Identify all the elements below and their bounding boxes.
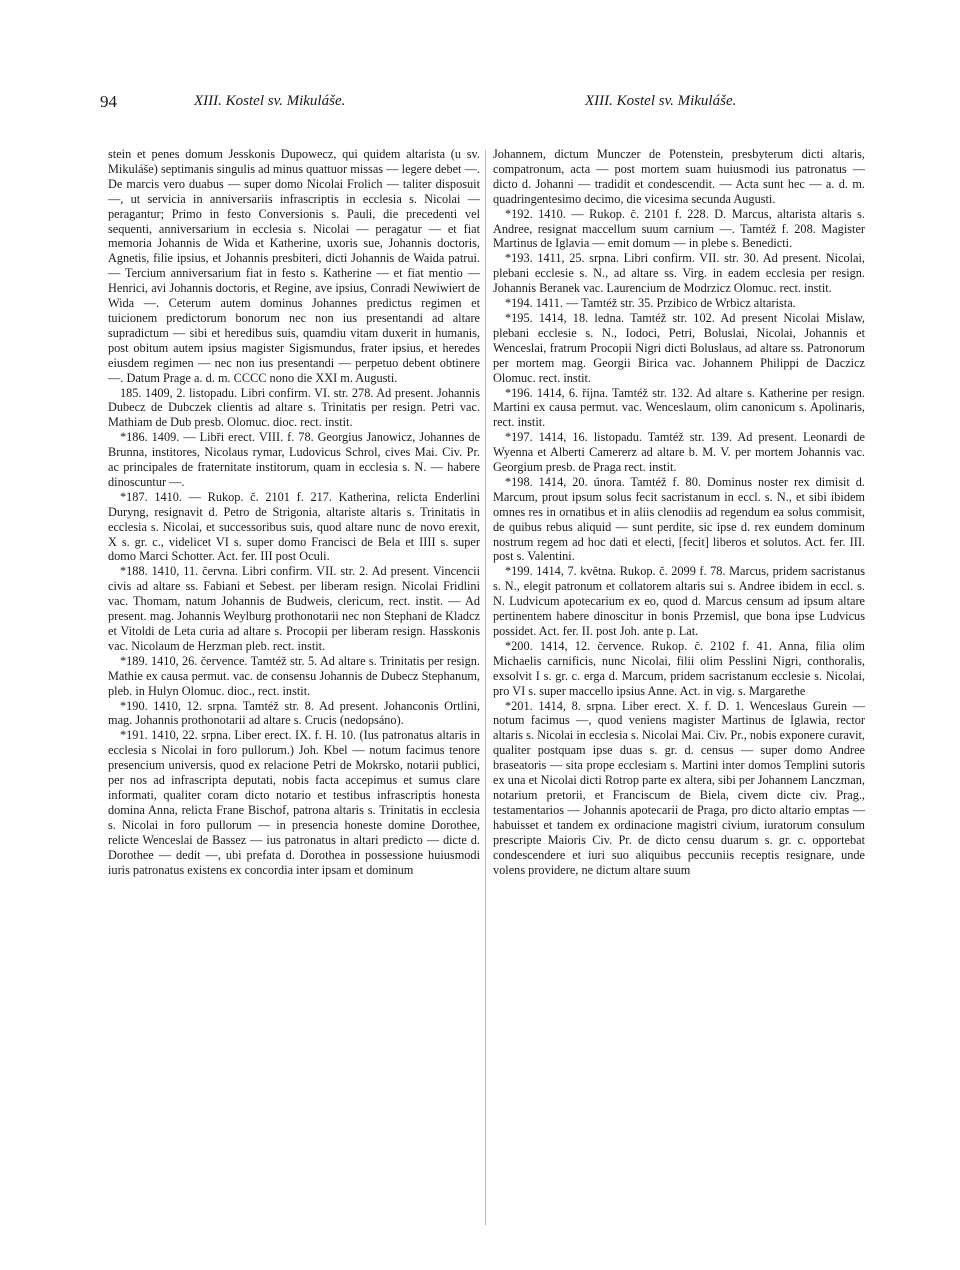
paragraph: *191. 1410, 22. srpna. Liber erect. IX. f. H. 10. (Ius patronatus altaris in ecclesia s Nicolai in foro pullorum.) Joh. Kbel — notum facimus tenore presencium universis, quod ex relacione Petri de Mokrsko, notarii publici, per nos ad infrascripta deputati, nobis facta accepimus et sumus clare informati, qualiter coram dicto notario et testibus infrascriptis honesta domina Anna, relicta Frane Bischof, patrona altaris s. Trinitatis in ecclesia s. Nicolai in foro pullorum — in presencia honeste domine Dorothee, relicte Wenceslai de Bassez — ius patronatus in altari predicto — dicte d. Dorothee — dedit —, ubi prefata d. Dorothea in possessione huiusmodi iuris patronatus existens ex concordia inter ipsam et dominum [108,728,480,877]
paragraph: *192. 1410. — Rukop. č. 2101 f. 228. D. Marcus, altarista altaris s. Andree, resignat maccellum suum carnium —. Tamtéž f. 208. Magister Martinus de Iglavia — emit domum — in plebe s. Benedicti. [493,206,865,251]
page-number: 94 [100,92,117,111]
paragraph: *186. 1409. — Libři erect. VIII. f. 78. Georgius Janowicz, Johannes de Brunna, institores, Nicolaus rymar, Ludovicus Schrol, cives Mai. Civ. Pr. ac principales de fraternitate institorum, quam in ecclesia s. N. — habere dinoscuntur —. [108,430,480,489]
paragraph: *194. 1411. — Tamtéž str. 35. Przibico de Wrbicz altarista. [505,296,796,311]
running-head-left: XIII. Kostel sv. Mikuláše. [194,93,346,109]
paragraph: *198. 1414, 20. února. Tamtéž f. 80. Dominus noster rex dimisit d. Marcum, prout ipsum solus fecit sacristanum in eccl. s. N., et sibi ibidem omnes res in ornatibus et in aliis clenodiis ad regendum ea solus commisit, de quibus rebus aliquid — sunt perdite, sic ipse d. rex eundem dominum nostrum regem ad hoc dati et electi, [fecit] liberos et solutos. Act. fer. III. post s. Valentini. [493,474,865,564]
column-divider [485,150,486,1225]
paragraph: *189. 1410, 26. července. Tamtéž str. 5. Ad altare s. Trinitatis per resign. Mathie ex causa permut. vac. de consensu Johannis de Dubecz Stephanum, pleb. in Hulyn Olomuc. dioc., rect. instit. [108,653,480,698]
page-header [100,92,872,116]
paragraph: *193. 1411, 25. srpna. Libri confirm. VII. str. 30. Ad present. Nicolai, plebani ecclesie s. N., ad altare ss. Virg. in eadem ecclesia per resign. Johannis Beranek vac. Laurencium de Modrzicz Olomuc. rect. instit. [493,251,865,296]
paragraph: *201. 1414, 8. srpna. Liber erect. X. f. D. 1. Wenceslaus Gurein — notum facimus —, quod veniens magister Martinus de Iglawia, rector altaris s. Nicolai in ecclesia s. Nicolai Mai. Civ. Pr., nobis exponere curavit, qualiter postquam ipse duas s. gr. d. census — super domo Andree braseatoris — sita prope ecclesiam s. Martini inter domos Templini sutoris ex una et Nicolai dicti Rotrop parte ex altera, sibi per Johannem Lanczman, notarium pretorii, et Franciscum de Biela, civem dicte civ. Prag., testamentarios — Johannis apotecarii de Praga, pro dicto altario emptas — habuisset et tandem ex ordinacione magistri civium, iuratorum consulum prescripte Maioris Civ. Pr. de dicto censu duarum s. gr. c. opportebat condescendere et iuri suo aliquibus peccuniis receptis resignare, unde volens providere, ne dictum altare suum [493,698,865,877]
left-column [108,147,480,877]
paragraph: *197. 1414, 16. listopadu. Tamtéž str. 139. Ad present. Leonardi de Wyenna et Alberti Camererz ad altare b. M. V. per mortem Johannis vac. Georgium presb. de Praga rect. instit. [493,430,865,475]
paragraph: *200. 1414, 12. července. Rukop. č. 2102 f. 41. Anna, filia olim Michaelis carnificis, nunc Nicolai, filii olim Pesslini Nigri, conthoralis, exsolvit I s. gr. c. erga d. Marcum, pridem sacristanum ecclesie s. Nicolai, pro VI s. super maccello ipsius Anne. Act. in vig. s. Margarethe [493,638,865,698]
running-head-right: XIII. Kostel sv. Mikuláše. [585,93,737,109]
paragraph: Johannem, dictum Munczer de Potenstein, presbyterum dicti altaris, compatronum, acta — post mortem suam huiusmodi ius patronatus — dicto d. Johanni — tradidit et condescendit. — Acta sunt hec — a. d. m. quadringentesimo decimo, die vicesima secunda Augusti. [493,147,865,206]
right-column [493,147,865,877]
paragraph: 185. 1409, 2. listopadu. Libri confirm. VI. str. 278. Ad present. Johannis Dubecz de Dubczek clientis ad altare s. Trinitatis per resign. Petri vac. Mathiam de Dub presb. Olomuc. dioc. rect. instit. [108,385,480,430]
paragraph: *188. 1410, 11. června. Libri confirm. VII. str. 2. Ad present. Vincencii civis ad altare ss. Fabiani et Sebest. per liberam resign. Nicolai Fridlini vac. Thomam, natum Johannis de Budweis, clericum, rect. instit. — Ad present. mag. Johannis Weylburg prothonotarii nec non Stephani de Kladcz et Vitoldi de Leta curia ad altare s. Procopii per liberam resign. Hasskonis vac. Nicolaum de Herzman pleb. rect. instit. [108,564,480,653]
paragraph: stein et penes domum Jesskonis Dupowecz, qui quidem altarista (u sv. Mikuláše) septimanis singulis ad minus quattuor missas — legere debet —. De marcis vero duabus — super domo Nicolai Frolich — taliter disposuit —, ut servicia in anniversariis infrascriptis in ecclesia s. Nicolai — peragantur; Primo in festo Conversionis s. Pauli, die precedenti vel sequenti, anniversarium in ecclesia s. Nicolai — peragatur — et fiat memoria Johannis de Wida et Katherine, uxoris sue, Johannis doctoris, Agnetis, filie ipsius, et Johannis presbiteri, dicti Johannis de Waida patrui. — Tercium anniversarium fiat in festo s. Katherine — et fiat mentio — Henrici, avi Johannis doctoris, et Regine, ave ipsius, Conradi Newiwiert de Wida —. Ceterum autem dominus Johannes predictus regimen et tuicionem predictorum bonorum nec non ius presentandi ad altare supradictum — sibi et heredibus suis, quamdiu vitam duxerit in humanis, post obitum autem ipsius magister Sigismundus, frater ipsius, et heredes eiusdem regimen — nec non ius presentandi — perpetuo debent obtinere —. Datum Prage a. d. m. CCCC nono die XXI m. Augusti. [108,147,480,385]
paragraph: *187. 1410. — Rukop. č. 2101 f. 217. Katherina, relicta Enderlini Duryng, resignavit d. Petro de Strigonia, altariste altaris s. Trinitatis in ecclesia s. Nicolai, et successoribus suis, quod altare nunc de novo erexit, X s. gr. c., videlicet VI s. super domo Francisci de Bela et IIII s. super domo Marci Schotter. Act. fer. III post Oculi. [108,489,480,564]
paragraph: *195. 1414, 18. ledna. Tamtéž str. 102. Ad present Nicolai Mislaw, plebani ecclesie s. N., Iodoci, Petri, Boluslai, Nicolai, Johannis et Wenceslai, fratrum Procopii Nigri dicti Boluslaus, ad altare ss. Patronorum per mortem mag. Georgii Birica vac. Johannem Philippi de Daczicz Olomuc. rect. instit. [493,310,865,385]
paragraph: *190. 1410, 12. srpna. Tamtéž str. 8. Ad present. Johanconis Ortlini, mag. Johannis prothonotarii ad altare s. Crucis (nedopsáno). [108,698,480,728]
paragraph: *199. 1414, 7. května. Rukop. č. 2099 f. 78. Marcus, pridem sacristanus s. N., elegit patronum et collatorem altaris sui s. Andree ibidem in eccl. s. N. Ludvicum apotecarium ex eo, quod d. Marcus censum ad ipsum altare pertinentem habere dinoscitur in bonis Przemisl, que bona ipse Ludvicus possidet. Act. fer. II. post Joh. ante p. Lat. [493,564,865,638]
paragraph: *196. 1414, 6. října. Tamtéž str. 132. Ad altare s. Katherine per resign. Martini ex causa permut. vac. Wenceslaum, olim canonicum s. Apolinaris, rect. instit. [493,385,865,430]
